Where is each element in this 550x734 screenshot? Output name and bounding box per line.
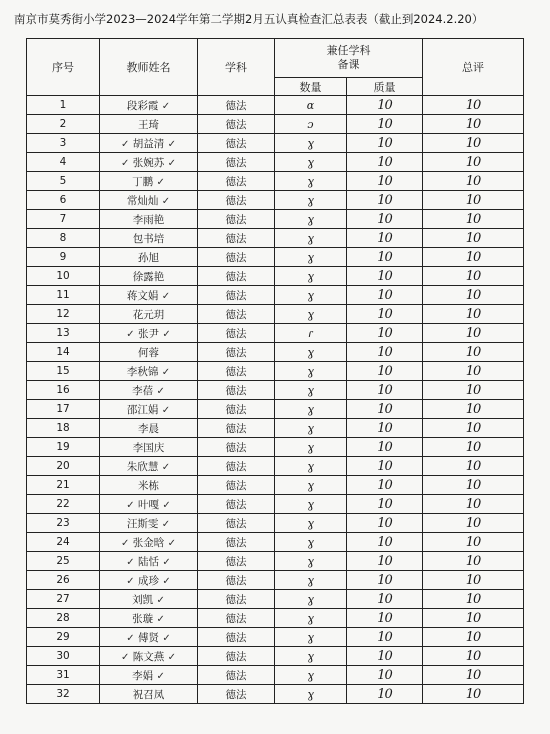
cell-quality: 10 [347,324,423,343]
cell-no: 1 [27,96,100,115]
cell-overall: 10 [423,590,524,609]
cell-overall: 10 [423,400,524,419]
cell-name [100,590,198,609]
table-row [27,248,524,267]
cell-qty: ɣ [275,267,347,286]
header-group-line2: 备课 [337,58,360,71]
cell-subject: 德法 [198,248,275,267]
cell-overall: 10 [423,685,524,704]
cell-quality: 10 [347,248,423,267]
teacher-name: 李秋锦 [126,365,159,378]
cell-quality: 10 [347,305,423,324]
cell-qty: ɣ [275,419,347,438]
cell-no: 22 [27,495,100,514]
cell-name [100,685,198,704]
table-row [27,533,524,552]
cell-quality: 10 [347,571,423,590]
cell-no: 15 [27,362,100,381]
cell-overall: 10 [423,552,524,571]
cell-subject: 德法 [198,172,275,191]
cell-name [100,647,198,666]
cell-quality: 10 [347,153,423,172]
cell-quality: 10 [347,115,423,134]
cell-quality: 10 [347,191,423,210]
teacher-name: 张金晗 [132,536,165,549]
table-row [27,647,524,666]
cell-overall: 10 [423,647,524,666]
cell-subject: 德法 [198,305,275,324]
cell-name [100,115,198,134]
cell-qty: ɣ [275,362,347,381]
check-mark-pre: ✓ [126,632,135,644]
cell-overall: 10 [423,609,524,628]
cell-quality: 10 [347,685,423,704]
cell-overall: 10 [423,115,524,134]
check-mark-post: ✓ [156,613,165,625]
cell-quality: 10 [347,229,423,248]
table-row [27,267,524,286]
teacher-name: 陆恬 [138,555,159,568]
cell-subject: 德法 [198,343,275,362]
cell-overall: 10 [423,362,524,381]
teacher-name: 孙旭 [138,251,159,264]
cell-qty: ɣ [275,495,347,514]
cell-qty: ɣ [275,210,347,229]
cell-no: 2 [27,115,100,134]
teacher-name: 花元玥 [132,308,165,321]
cell-no: 31 [27,666,100,685]
cell-subject: 德法 [198,552,275,571]
cell-qty: ɣ [275,533,347,552]
header-no: 序号 [27,39,100,96]
check-mark-post: ✓ [162,499,171,511]
cell-name [100,343,198,362]
table-row [27,210,524,229]
cell-overall: 10 [423,229,524,248]
cell-overall: 10 [423,134,524,153]
cell-name [100,552,198,571]
cell-no: 27 [27,590,100,609]
header-name: 教师姓名 [100,39,198,96]
cell-no: 28 [27,609,100,628]
cell-subject: 德法 [198,476,275,495]
teacher-name: 米栋 [138,479,159,492]
cell-subject: 德法 [198,571,275,590]
table-row [27,362,524,381]
check-mark-post: ✓ [161,461,171,473]
cell-name [100,400,198,419]
cell-subject: 德法 [198,609,275,628]
cell-no: 16 [27,381,100,400]
check-mark-pre: ✓ [126,575,135,587]
cell-name [100,305,198,324]
table-row [27,552,524,571]
teacher-name: 徐露艳 [132,270,165,283]
teacher-name: 李雨艳 [132,213,165,226]
cell-overall: 10 [423,343,524,362]
cell-qty: ɣ [275,134,347,153]
cell-overall: 10 [423,381,524,400]
cell-no: 14 [27,343,100,362]
cell-quality: 10 [347,134,423,153]
header-subject: 学科 [198,39,275,96]
teacher-name: 朱欣慧 [126,460,159,473]
teacher-name: 祝召凤 [132,688,165,701]
cell-overall: 10 [423,153,524,172]
check-mark-post: ✓ [161,100,171,112]
cell-subject: 德法 [198,210,275,229]
cell-subject: 德法 [198,400,275,419]
check-mark-pre: ✓ [121,537,130,549]
cell-no: 17 [27,400,100,419]
cell-subject: 德法 [198,647,275,666]
cell-subject: 德法 [198,533,275,552]
check-mark-post: ✓ [167,537,176,549]
check-mark-pre: ✓ [126,328,135,340]
cell-overall: 10 [423,495,524,514]
cell-quality: 10 [347,96,423,115]
teacher-name: 张璇 [132,612,154,625]
cell-subject: 德法 [198,324,275,343]
check-mark-post: ✓ [162,328,171,340]
cell-overall: 10 [423,419,524,438]
table-row [27,286,524,305]
header-qty: 数量 [275,78,347,96]
cell-quality: 10 [347,438,423,457]
cell-no: 26 [27,571,100,590]
cell-quality: 10 [347,286,423,305]
cell-name [100,438,198,457]
cell-no: 10 [27,267,100,286]
teacher-name: 李晨 [138,422,159,435]
teacher-name: 何蓉 [138,346,159,359]
table-row [27,134,524,153]
cell-qty: ɣ [275,685,347,704]
cell-quality: 10 [347,647,423,666]
cell-qty: ɣ [275,590,347,609]
cell-no: 11 [27,286,100,305]
cell-no: 13 [27,324,100,343]
cell-qty: ɣ [275,343,347,362]
cell-qty: ɣ [275,381,347,400]
table-row [27,476,524,495]
cell-quality: 10 [347,210,423,229]
cell-qty: ɣ [275,305,347,324]
cell-name [100,191,198,210]
teacher-name: 蒋文娟 [126,289,159,302]
table-row [27,438,524,457]
check-mark-post: ✓ [161,404,171,416]
teacher-name: 邵江娟 [126,403,159,416]
cell-overall: 10 [423,438,524,457]
cell-subject: 德法 [198,457,275,476]
cell-no: 30 [27,647,100,666]
cell-overall: 10 [423,571,524,590]
teacher-name: 张婉苏 [132,156,165,169]
check-mark-pre: ✓ [121,138,130,150]
cell-no: 5 [27,172,100,191]
cell-name [100,229,198,248]
cell-name [100,96,198,115]
cell-no: 18 [27,419,100,438]
cell-quality: 10 [347,609,423,628]
cell-qty: ɣ [275,514,347,533]
table-row [27,419,524,438]
cell-quality: 10 [347,495,423,514]
cell-no: 4 [27,153,100,172]
cell-qty: ɣ [275,552,347,571]
teacher-name: 汪斯雯 [126,517,159,530]
cell-no: 8 [27,229,100,248]
table-row [27,153,524,172]
check-mark-post: ✓ [162,556,171,568]
cell-overall: 10 [423,286,524,305]
cell-qty: ɾ [275,324,347,343]
cell-quality: 10 [347,267,423,286]
teacher-name: 刘凯 [132,593,154,606]
table-row [27,495,524,514]
cell-subject: 德法 [198,495,275,514]
cell-quality: 10 [347,514,423,533]
check-mark-post: ✓ [156,385,165,397]
cell-overall: 10 [423,210,524,229]
table-row [27,191,524,210]
cell-name [100,476,198,495]
table-row [27,571,524,590]
cell-quality: 10 [347,343,423,362]
cell-no: 6 [27,191,100,210]
cell-overall: 10 [423,248,524,267]
table-row [27,514,524,533]
cell-qty: ɣ [275,666,347,685]
check-mark-post: ✓ [161,518,171,530]
cell-no: 23 [27,514,100,533]
table-row [27,685,524,704]
cell-name [100,533,198,552]
cell-quality: 10 [347,590,423,609]
cell-quality: 10 [347,381,423,400]
check-mark-post: ✓ [161,366,171,378]
teacher-name: 成珍 [138,574,159,587]
cell-name [100,134,198,153]
cell-name [100,324,198,343]
cell-subject: 德法 [198,267,275,286]
teacher-name: 常灿灿 [126,194,159,207]
summary-table [26,38,524,704]
cell-quality: 10 [347,457,423,476]
cell-subject: 德法 [198,191,275,210]
cell-name [100,571,198,590]
cell-name [100,210,198,229]
cell-qty: ɣ [275,191,347,210]
cell-name [100,666,198,685]
table-row [27,305,524,324]
cell-no: 24 [27,533,100,552]
cell-name [100,419,198,438]
check-mark-post: ✓ [162,575,171,587]
cell-overall: 10 [423,305,524,324]
table-row [27,628,524,647]
cell-overall: 10 [423,628,524,647]
cell-no: 20 [27,457,100,476]
cell-subject: 德法 [198,362,275,381]
cell-name [100,362,198,381]
document-title: 南京市莫秀街小学2023—2024学年第二学期2月五认真检查汇总表表（截止到2024.2.20） [14,12,484,26]
cell-no: 21 [27,476,100,495]
teacher-name: 李国庆 [132,441,165,454]
cell-qty: ɣ [275,229,347,248]
cell-subject: 德法 [198,286,275,305]
cell-quality: 10 [347,362,423,381]
cell-no: 19 [27,438,100,457]
cell-subject: 德法 [198,666,275,685]
cell-quality: 10 [347,476,423,495]
header-quality: 质量 [347,78,423,96]
cell-name [100,248,198,267]
check-mark-post: ✓ [167,138,176,150]
cell-subject: 德法 [198,685,275,704]
cell-qty: ɣ [275,153,347,172]
cell-qty: ɣ [275,476,347,495]
cell-qty: ɣ [275,172,347,191]
cell-subject: 德法 [198,229,275,248]
cell-name [100,286,198,305]
cell-overall: 10 [423,96,524,115]
cell-quality: 10 [347,172,423,191]
cell-name [100,628,198,647]
table-row [27,96,524,115]
check-mark-post: ✓ [167,651,176,663]
check-mark-post: ✓ [161,290,171,302]
cell-overall: 10 [423,533,524,552]
teacher-name: 丁鹏 [132,175,154,188]
cell-no: 32 [27,685,100,704]
cell-quality: 10 [347,552,423,571]
cell-name [100,457,198,476]
teacher-name: 陈文燕 [132,650,165,663]
cell-subject: 德法 [198,134,275,153]
cell-qty: ɣ [275,438,347,457]
check-mark-post: ✓ [156,176,165,188]
cell-quality: 10 [347,628,423,647]
cell-subject: 德法 [198,628,275,647]
cell-qty: ɣ [275,571,347,590]
cell-overall: 10 [423,267,524,286]
cell-subject: 德法 [198,96,275,115]
cell-overall: 10 [423,476,524,495]
cell-quality: 10 [347,400,423,419]
cell-subject: 德法 [198,419,275,438]
check-mark-pre: ✓ [126,499,135,511]
check-mark-post: ✓ [156,670,165,682]
cell-qty: ɣ [275,647,347,666]
table-row [27,172,524,191]
table-row [27,590,524,609]
cell-name [100,153,198,172]
teacher-name: 包书培 [132,232,165,245]
teacher-name: 张尹 [138,327,159,340]
table-row [27,400,524,419]
header-group [275,39,423,78]
cell-no: 9 [27,248,100,267]
cell-overall: 10 [423,191,524,210]
cell-overall: 10 [423,324,524,343]
cell-quality: 10 [347,533,423,552]
cell-qty: ɣ [275,609,347,628]
table-body [27,96,524,704]
table-row [27,115,524,134]
cell-subject: 德法 [198,115,275,134]
cell-overall: 10 [423,666,524,685]
cell-qty: ɣ [275,286,347,305]
table-row [27,343,524,362]
cell-qty: ɣ [275,628,347,647]
teacher-name: 李娟 [132,669,154,682]
cell-overall: 10 [423,172,524,191]
cell-name [100,381,198,400]
cell-qty: ɔ [275,115,347,134]
cell-name [100,495,198,514]
cell-qty: α [275,96,347,115]
cell-name [100,609,198,628]
cell-quality: 10 [347,419,423,438]
cell-subject: 德法 [198,514,275,533]
table-row [27,609,524,628]
cell-subject: 德法 [198,381,275,400]
cell-no: 3 [27,134,100,153]
teacher-name: 胡益清 [132,137,165,150]
check-mark-pre: ✓ [126,556,135,568]
table-row [27,381,524,400]
cell-no: 7 [27,210,100,229]
cell-subject: 德法 [198,153,275,172]
cell-quality: 10 [347,666,423,685]
header-group-line1: 兼任学科 [326,44,371,57]
table-row [27,229,524,248]
cell-overall: 10 [423,514,524,533]
check-mark-pre: ✓ [121,157,130,169]
cell-no: 25 [27,552,100,571]
teacher-name: 叶嘎 [138,498,159,511]
cell-no: 29 [27,628,100,647]
cell-name [100,172,198,191]
cell-name [100,267,198,286]
cell-overall: 10 [423,457,524,476]
cell-qty: ɣ [275,400,347,419]
teacher-name: 李蓓 [132,384,154,397]
table-row [27,666,524,685]
check-mark-post: ✓ [167,157,176,169]
header-overall: 总评 [423,39,524,96]
cell-subject: 德法 [198,590,275,609]
check-mark-post: ✓ [161,195,171,207]
table-row [27,457,524,476]
cell-name [100,514,198,533]
cell-qty: ɣ [275,248,347,267]
teacher-name: 傅贤 [138,631,159,644]
teacher-name: 段彩霞 [126,99,159,112]
check-mark-post: ✓ [156,594,165,606]
cell-subject: 德法 [198,438,275,457]
cell-qty: ɣ [275,457,347,476]
check-mark-pre: ✓ [121,651,130,663]
check-mark-post: ✓ [162,632,171,644]
cell-no: 12 [27,305,100,324]
table-row [27,324,524,343]
teacher-name: 王琦 [138,118,159,131]
